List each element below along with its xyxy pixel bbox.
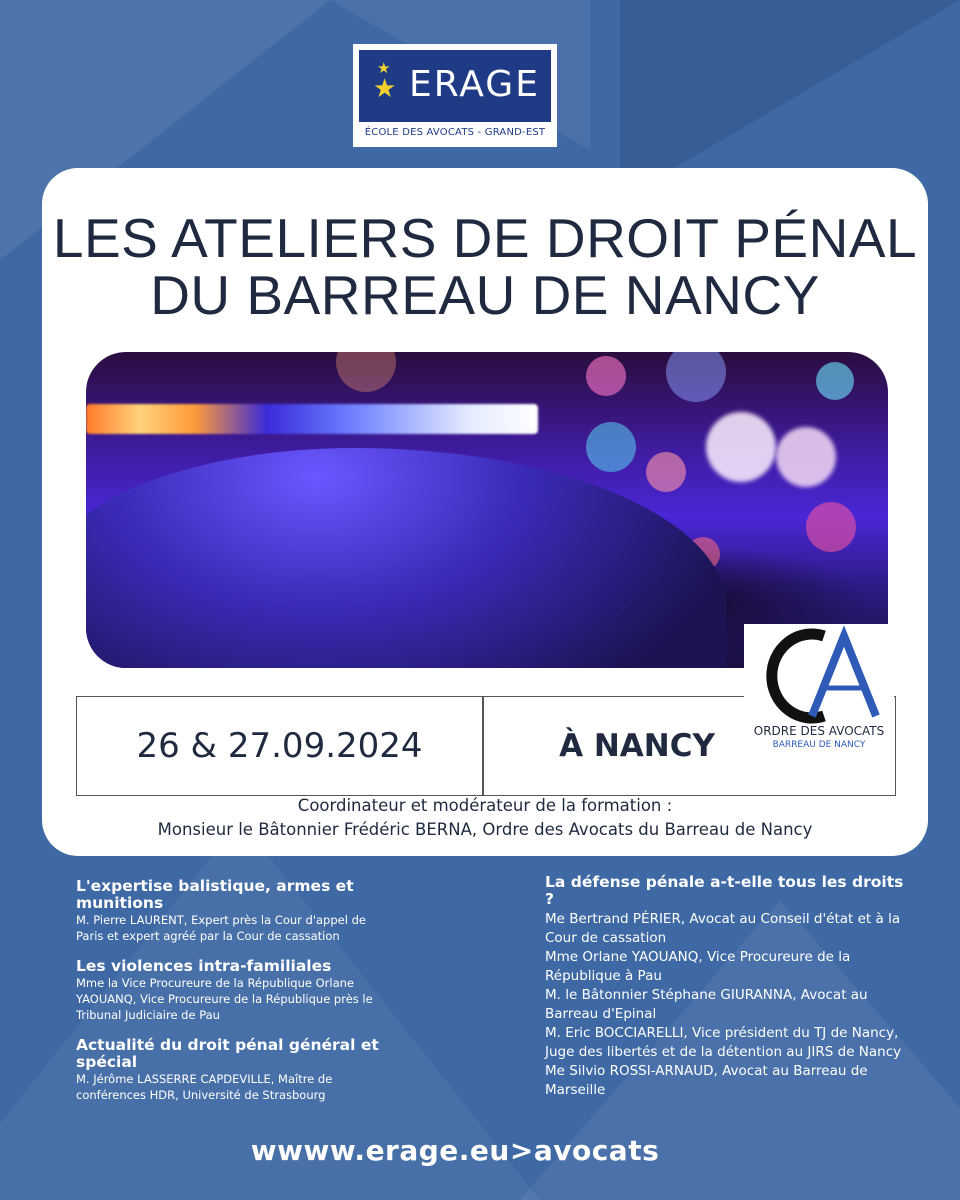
info-divider [482,697,484,795]
ordre-des-avocats-logo [744,624,894,766]
speaker-line: M. le Bâtonnier Stéphane GIURANNA, Avocat au Barreau d'Epinal [545,987,868,1022]
order-name: ORDRE DES AVOCATS [753,724,885,738]
left-program-column [76,878,396,1117]
star-icon: ★ [373,74,397,104]
coordinator-name: Monsieur le Bâtonnier Frédéric BERNA, Ordre des Avocats du Barreau de Nancy [157,820,813,839]
program-item [76,1037,396,1103]
program-item [76,878,396,944]
website-link[interactable]: wwww.erage.eu>avocats [250,1134,660,1167]
erage-subtitle: ÉCOLE DES AVOCATS - GRAND-EST [364,127,546,138]
program-item-speaker: M. Jérôme LASSERRE CAPDEVILLE, Maître de conférences HDR, Université de Strasbourg [76,1072,333,1102]
erage-logo-banner [359,50,551,122]
coordinator-heading: Coordinateur et modérateur de la formation : [297,796,673,815]
erage-wordmark: ERAGE [409,64,540,105]
right-program-column [545,874,905,1100]
police-light-bar [86,404,538,434]
program-item-title: Les violences intra-familiales [76,957,332,975]
program-item-title: Actualité du droit pénal général et spécial [76,1036,379,1071]
program-item-title: La défense pénale a-t-elle tous les droits ? [545,873,904,908]
speaker-line: Me Bertrand PÉRIER, Avocat au Conseil d'état et à la Cour de cassation [545,911,901,946]
star-icon: ★ [377,59,391,77]
title-line-1: LES ATELIERS DE DROIT PÉNAL [52,207,918,269]
program-item-speaker: M. Pierre LAURENT, Expert près la Cour d'appel de Paris et expert agréé par la Cour de cassation [76,913,366,943]
order-barreau: BARREAU DE NANCY [772,740,866,750]
program-item-title: L'expertise balistique, armes et munitions [76,877,354,912]
title-line-2: DU BARREAU DE NANCY [150,264,820,326]
event-date: 26 & 27.09.2024 [136,726,423,766]
event-place: À NANCY [559,728,715,764]
program-item-speaker: Mme la Vice Procureure de la République Orlane YAOUANQ, Vice Procureure de la République près le Tribunal Judiciaire de Pau [76,976,373,1022]
program-item [76,958,396,1023]
erage-logo [353,44,557,147]
page-title [42,207,928,326]
oa-monogram-icon [744,624,894,724]
speaker-line: M. Eric BOCCIARELLI, Vice président du TJ de Nancy, Juge des libertés et de la détention au JIRS de Nancy [545,1025,902,1060]
police-lights-photo [86,352,888,668]
speaker-line: Mme Orlane YAOUANQ, Vice Procureure de la République à Pau [545,949,851,984]
speaker-line: Me Silvio ROSSI-ARNAUD, Avocat au Barreau de Marseille [545,1063,868,1098]
event-card [42,168,928,856]
